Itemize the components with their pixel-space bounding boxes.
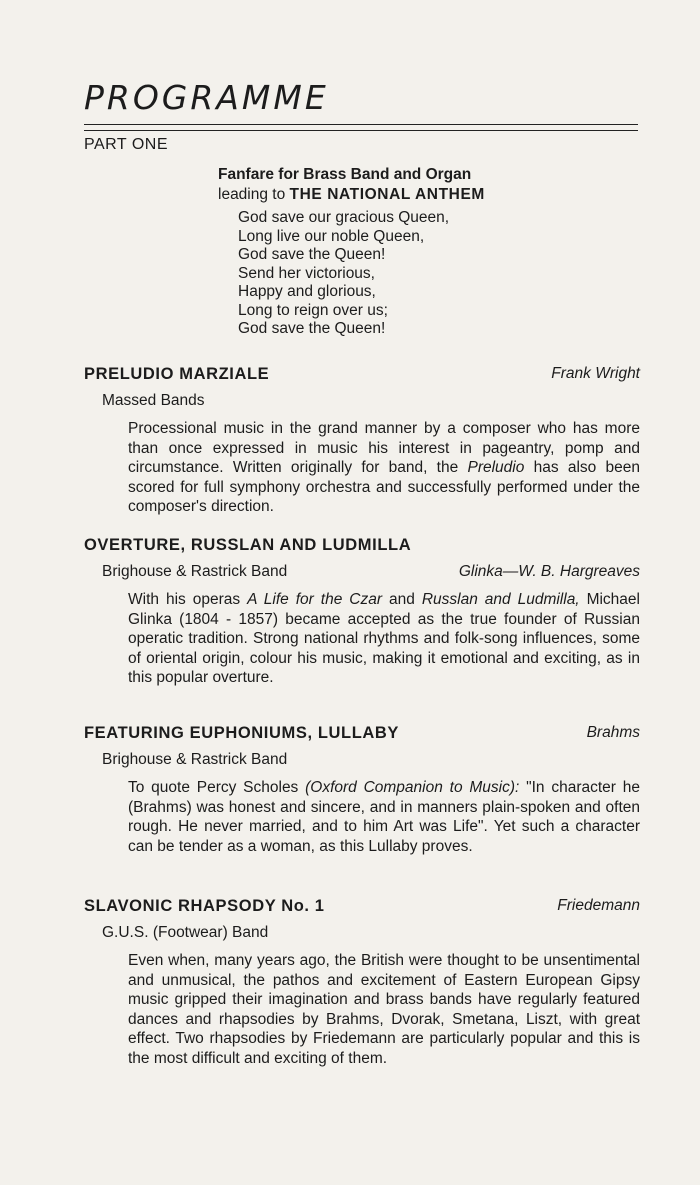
item-description (128, 778, 640, 856)
item-title: SLAVONIC RHAPSODY No. 1 (84, 897, 325, 915)
anthem-line: God save our gracious Queen, (238, 209, 450, 226)
page-title: PROGRAMME (84, 78, 329, 117)
anthem-line: Long to reign over us; (238, 301, 388, 319)
item-composer: Brahms (586, 724, 640, 741)
item-arranger: Glinka—W. B. Hargreaves (458, 563, 640, 580)
programme-item (84, 724, 640, 856)
description-text: and (382, 591, 422, 608)
item-title: PRELUDIO MARZIALE (84, 365, 270, 383)
item-title: FEATURING EUPHONIUMS, LULLABY (84, 724, 400, 742)
anthem-intro (218, 185, 485, 205)
description-text: With his operas (128, 591, 248, 608)
item-description (128, 419, 640, 517)
description-text: Processional music in the grand manner by a composer who has more than once expressed in music his interest in pageantry, pomp and circumstance. Written originally for band, the (128, 420, 640, 476)
anthem-line: God save the Queen! (238, 246, 386, 263)
italic-text: A Life for the Czar (247, 591, 383, 608)
anthem-lyrics (238, 209, 449, 339)
description-text: Even when, many years ago, the British were thought to be unsentimental and unmusical, the pathos and excitement of Eastern European Gipsy music gripped their imagination and brass bands have regularly featured dances and rhapsodies by Brahms, Dvorak, Smetana, Liszt, with great effect. Two rhapsodies by Friedemann are particularly popular and this is the most difficult and exciting of them. (128, 952, 640, 1067)
description-text: Michael Glinka (1804 - 1857) became accepted as the true founder of Russian operatic tradition. Strong national rhythms and folk-song influences, some of oriental origin, colour his music, making it emotional and exciting, as in this popular overture. (128, 591, 640, 686)
anthem-line: Send her victorious, (238, 264, 375, 282)
part-heading: PART ONE (84, 136, 169, 153)
anthem-line: God save the Queen! (238, 320, 386, 337)
item-band: Brighouse & Rastrick Band (102, 751, 288, 768)
anthem-line: Happy and glorious, (238, 283, 376, 300)
item-title: OVERTURE, RUSSLAN AND LUDMILLA (84, 536, 412, 554)
item-band: Massed Bands (102, 392, 205, 409)
title-rule-bottom (84, 130, 638, 131)
description-text: "In character he (Brahms) was honest and sincere, and in manners plain-spoken and often rough. He never married, and to him Art was Life". Yet such a character can be tender as a woman, as this Lullaby proves. (128, 779, 640, 855)
item-composer: Friedemann (557, 897, 640, 914)
description-text: To quote Percy Scholes (128, 779, 306, 796)
item-band: Brighouse & Rastrick Band (102, 563, 288, 580)
item-description (128, 590, 640, 688)
anthem-prefix: leading to (218, 186, 290, 203)
anthem-title: THE NATIONAL ANTHEM (289, 186, 485, 203)
opening-fanfare (218, 165, 485, 205)
italic-text: (Oxford Companion to Music): (305, 779, 520, 796)
item-composer: Frank Wright (551, 365, 640, 382)
anthem-line: Long live our noble Queen, (238, 227, 425, 245)
fanfare-line: Fanfare for Brass Band and Organ (218, 166, 472, 183)
programme-item (84, 365, 640, 517)
italic-text: Russlan and Ludmilla, (421, 591, 580, 608)
description-text: has also been scored for full symphony orchestra and successfully performed under the composer's direction. (128, 459, 640, 515)
title-rule-top (84, 124, 638, 125)
programme-item (84, 536, 640, 688)
item-description (128, 951, 640, 1068)
italic-text: Preludio (467, 459, 525, 476)
programme-item (84, 897, 640, 1068)
item-band: G.U.S. (Footwear) Band (102, 924, 269, 941)
